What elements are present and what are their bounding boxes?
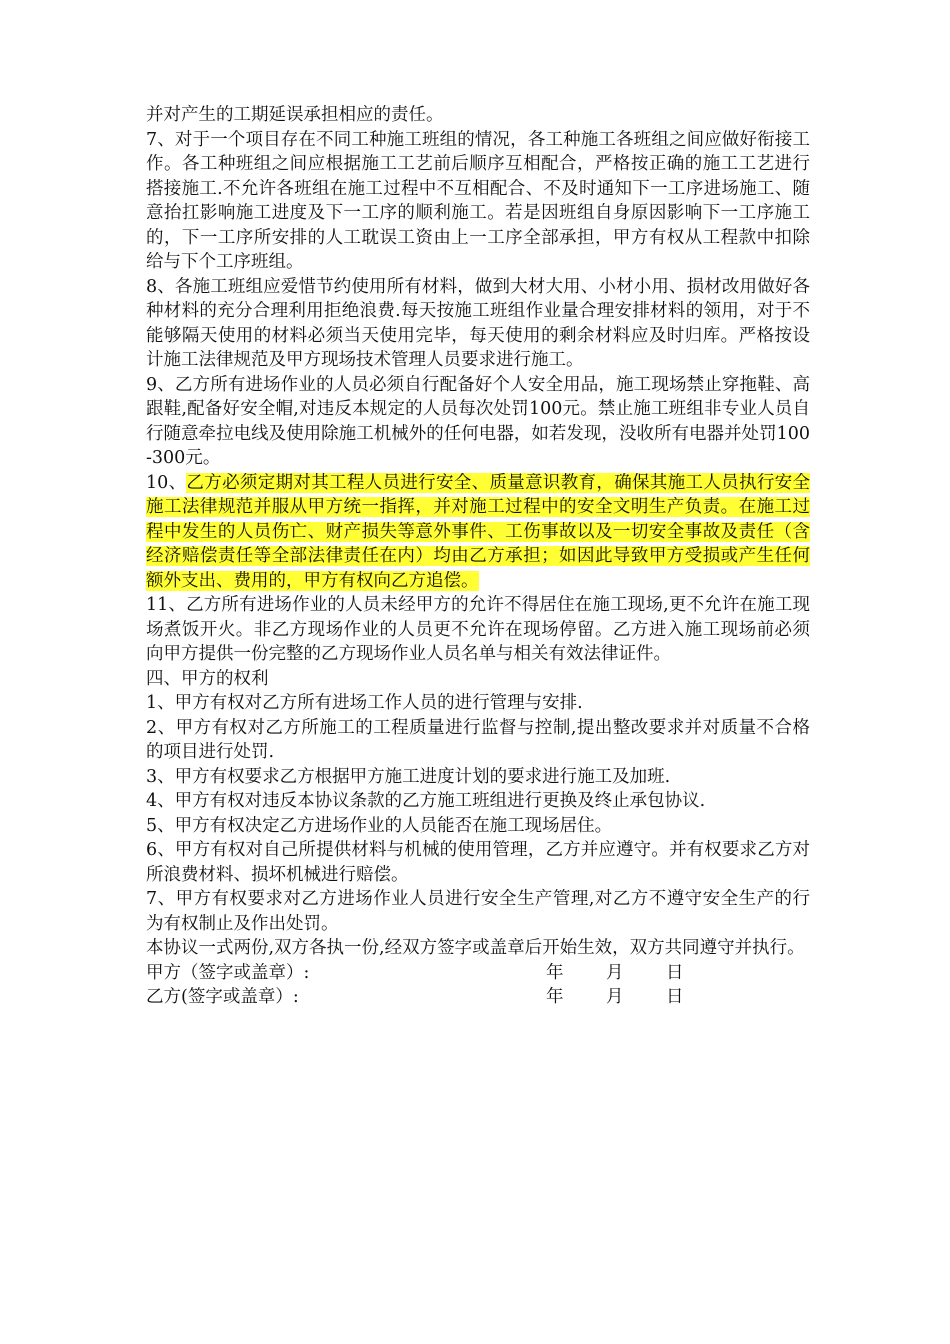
date-year: 年 (546, 962, 564, 983)
paragraph-continuation: 并对产生的工期延误承担相应的责任。 (146, 105, 444, 125)
rights-item-5: 5、甲方有权决定乙方进场作业的人员能否在施工现场居住。 (146, 815, 613, 836)
paragraph-clause-10 (146, 471, 810, 594)
paragraph-clause-8: 8、各施工班组应爱惜节约使用所有材料，做到大材大用、小材小用、损材改用做好各种材料的充分合理利用拒绝浪费.每天按施工班组作业量合理安排材料的领用，对于不能够隔天使用的材料必须当天使用完毕，每天使用的剩余材料应及时归库。严格按设计施工法律规范及甲方现场技术管理人员要求进行施工。 (146, 276, 810, 370)
rights-item-7: 7、甲方有权要求对乙方进场作业人员进行安全生产管理,对乙方不遵守安全生产的行为有权制止及作出处罚。 (146, 889, 810, 934)
signature-label-party-b: 乙方(签字或盖章）: (146, 987, 299, 1007)
document-page (146, 103, 810, 1010)
date-month: 月 (606, 962, 624, 983)
signature-row-party-a (146, 961, 810, 986)
paragraph-clause-9: 9、乙方所有进场作业的人员必须自行配备好个人安全用品，施工现场禁止穿拖鞋、高跟鞋,配备好安全帽,对违反本规定的人员每次处罚100元。禁止施工班组非专业人员自行随意牵拉电线及使用除施工机械外的任何电器，如若发现，没收所有电器并处罚100-300元。 (146, 374, 810, 468)
rights-item-1: 1、甲方有权对乙方所有进场工作人员的进行管理与安排. (146, 693, 583, 713)
closing-statement: 本协议一式两份,双方各执一份,经双方签字或盖章后开始生效，双方共同遵守并执行。 (146, 938, 805, 958)
paragraph-clause-7: 7、对于一个项目存在不同工种施工班组的情况，各工种施工各班组之间应做好衔接工作。各工种班组之间应根据施工工艺前后顺序互相配合，严格按正确的施工工艺进行搭接施工.不允许各班组在施工过程中不互相配合、不及时通知下一工序进场施工、随意抬扛影响施工进度及下一工序的顺利施工。若是因班组自身原因影响下一工序施工的，下一工序所安排的人工耽误工资由上一工序全部承担，甲方有权从工程款中扣除给与下个工序班组。 (146, 129, 810, 272)
rights-item-4: 4、甲方有权对违反本协议条款的乙方施工班组进行更换及终止承包协议. (146, 791, 706, 811)
highlighted-text: 乙方必须定期对其工程人员进行安全、质量意识教育，确保其施工人员执行安全施工法律规范并服从甲方统一指挥，并对施工过程中的安全文明生产负责。在施工过程中发生的人员伤亡、财产损失等意外事件、工伤事故以及一切安全事故及责任（含经济赔偿责任等全部法律责任在内）均由乙方承担；如因此导致甲方受损或产生任何额外支出、费用的，甲方有权向乙方追偿。 (146, 472, 810, 591)
date-day: 日 (666, 987, 684, 1007)
rights-item-2: 2、甲方有权对乙方所施工的工程质量进行监督与控制,提出整改要求并对质量不合格的项目进行处罚. (146, 717, 810, 762)
signature-row-party-b (146, 985, 810, 1010)
date-day: 日 (666, 962, 684, 983)
signature-date-party-b (546, 985, 696, 1010)
rights-item-3: 3、甲方有权要求乙方根据甲方施工进度计划的要求进行施工及加班. (146, 766, 671, 787)
section-heading-party-a-rights: 四、甲方的权利 (146, 668, 269, 689)
date-year: 年 (546, 987, 564, 1007)
signature-label-party-a: 甲方（签字或盖章）: (146, 962, 310, 983)
rights-item-6: 6、甲方有权对自己所提供材料与机械的使用管理，乙方并应遵守。并有权要求乙方对所浪费材料、损坏机械进行赔偿。 (146, 840, 810, 885)
signature-date-party-a (546, 961, 696, 986)
date-month: 月 (606, 987, 624, 1007)
clause-10-number: 10、 (146, 472, 187, 493)
paragraph-clause-11: 11、乙方所有进场作业的人员未经甲方的允许不得居住在施工现场,更不允许在施工现场煮饭开火。非乙方现场作业的人员更不允许在现场停留。乙方进入施工现场前必须向甲方提供一份完整的乙方现场作业人员名单与相关有效法律证件。 (146, 595, 810, 664)
